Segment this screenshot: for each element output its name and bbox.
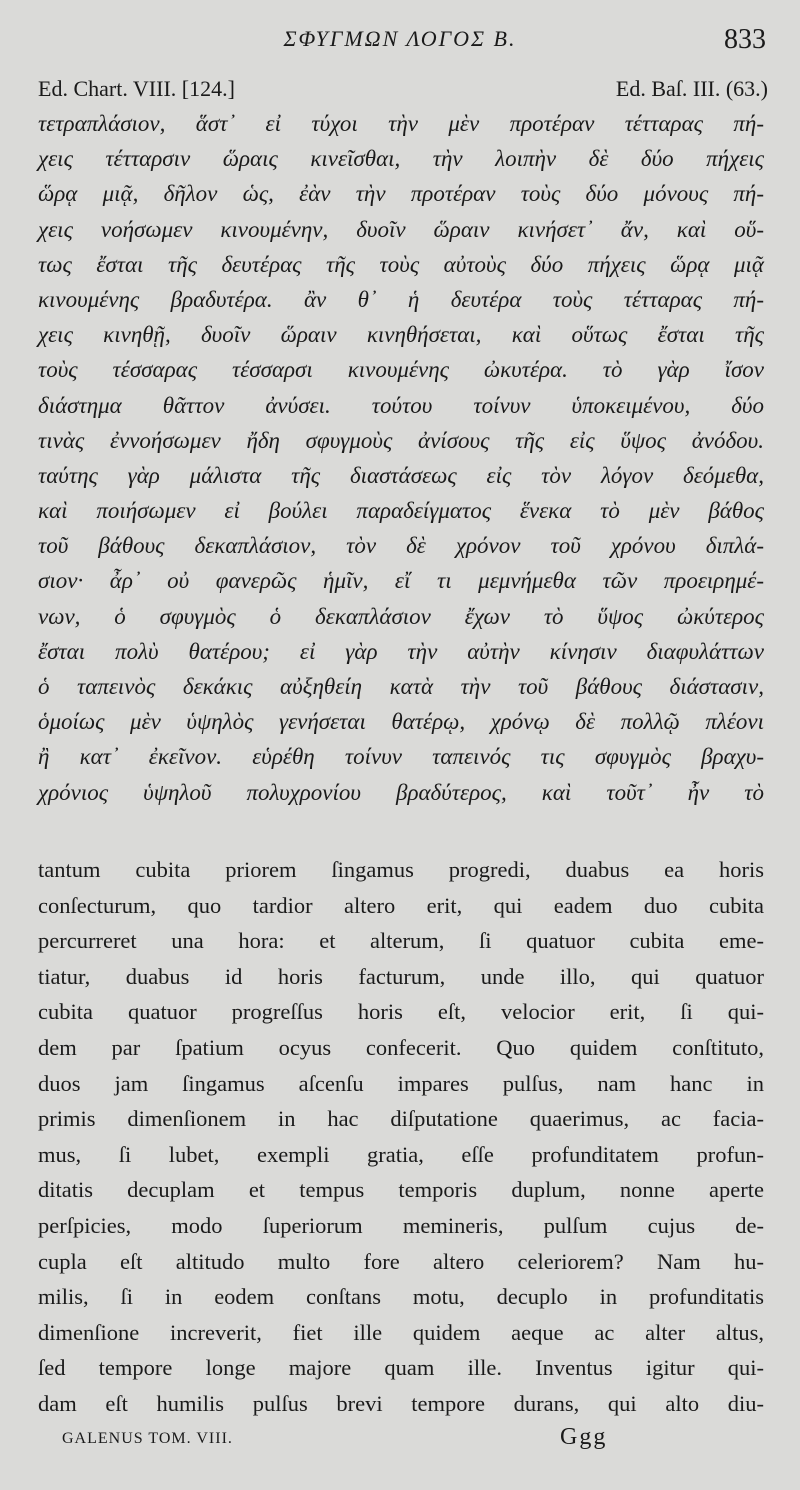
greek-text-line: ὁμοίως μὲν ὑψηλὸς γενήσεται θατέρῳ, χρόνῳ δὲ πολλῷ πλέονι xyxy=(38,709,764,735)
greek-text-line: διάστημα θᾶττον ἀνύσει. τούτου τοίνυν ὑποκειμένου, δύο xyxy=(38,392,764,418)
greek-text-line: χρόνιος ὑψηλοῦ πολυχρονίου βραδύτερος, καὶ τοῦτ᾽ ἦν τὸ xyxy=(38,779,764,805)
greek-text-line: τινὰς ἐννοήσωμεν ἤδη σφυγμοὺς ἀνίσους τῆς εἰς ὕψος ἀνόδου. xyxy=(38,427,764,453)
greek-text-line: κινουμένης βραδυτέρα. ἂν θ᾽ ἡ δευτέρα τοὺς τέτταρας πή- xyxy=(38,286,764,312)
latin-text-line: dem par ſpatium ocyus confecerit. Quo quidem conſtituto, xyxy=(38,1034,764,1060)
latin-text-line: primis dimenſionem in hac diſputatione quaerimus, ac facia- xyxy=(38,1106,764,1132)
greek-text-line: σιον· ἆρ᾽ οὐ φανερῶς ἡμῖν, εἴ τι μεμνήμεθα τῶν προειρημέ- xyxy=(38,568,764,594)
latin-text-line: tiatur, duabus id horis facturum, unde illo, qui quatuor xyxy=(38,963,764,989)
latin-text-line: perſpicies, modo ſuperiorum memineris, pulſum cujus de- xyxy=(38,1212,764,1238)
greek-text-line: ταύτης γὰρ μάλιστα τῆς διαστάσεως εἰς τὸν λόγον δεόμεθα, xyxy=(38,462,764,488)
greek-text-line: τετραπλάσιον, ἅστ᾽ εἰ τύχοι τὴν μὲν προτέραν τέτταρας πή- xyxy=(38,111,764,136)
edition-reference-right: Ed. Baſ. III. (63.) xyxy=(615,76,768,101)
latin-text-line: cupla eſt altitudo multo fore altero celeriorem? Nam hu- xyxy=(38,1248,764,1274)
latin-text-line: tantum cubita priorem ſingamus progredi, duabus ea horis xyxy=(38,857,764,882)
latin-text-line: ſed tempore longe majore quam ille. Inventus igitur qui- xyxy=(38,1355,764,1381)
greek-text-line: τοὺς τέσσαρας τέσσαρσι κινουμένης ὠκυτέρα. τὸ γὰρ ἴσον xyxy=(38,357,764,383)
greek-text-line: χεις νοήσωμεν κινουμένην, δυοῖν ὥραιν κινήσετ᾽ ἄν, καὶ οὕ- xyxy=(38,216,764,242)
greek-text-line: τοῦ βάθους δεκαπλάσιον, τὸν δὲ χρόνον τοῦ χρόνου διπλά- xyxy=(38,533,764,559)
greek-text-line: ὁ ταπεινὸς δεκάκις αὐξηθείη κατὰ τὴν τοῦ βάθους διάστασιν, xyxy=(38,674,764,699)
greek-text-block xyxy=(38,106,764,810)
latin-text-line: mus, ſi lubet, exempli gratia, eſſe profunditatem profun- xyxy=(38,1141,764,1167)
running-title: ΣΦΥΓΜΩΝ ΛΟΓΟΣ Β. xyxy=(283,26,517,51)
greek-text-line: ἢ κατ᾽ ἐκεῖνον. εὑρέθη τοίνυν ταπεινός τις σφυγμὸς βραχυ- xyxy=(38,744,764,770)
latin-text-line: ditatis decuplam et tempus temporis duplum, nonne aperte xyxy=(38,1177,764,1203)
greek-text-line: νων, ὁ σφυγμὸς ὁ δεκαπλάσιον ἔχων τὸ ὕψος ὠκύτερος xyxy=(38,603,764,629)
latin-text-line: dimenſione increverit, fiet ille quidem aeque ac alter altus, xyxy=(38,1319,764,1345)
latin-text-block xyxy=(38,852,764,1422)
greek-text-line: χεις τέτταρσιν ὥραις κινεῖσθαι, τὴν λοιπὴν δὲ δύο πήχεις xyxy=(38,146,764,172)
greek-text-line: χεις κινηθῇ, δυοῖν ὥραιν κινηθήσεται, καὶ οὕτως ἔσται τῆς xyxy=(38,322,764,348)
page-number: 833 xyxy=(724,24,766,55)
latin-text-line: conſecturum, quo tardior altero erit, qui eadem duo cubita xyxy=(38,892,764,918)
latin-text-line: percurreret una hora: et alterum, ſi quatuor cubita eme- xyxy=(38,928,764,954)
latin-text-line: milis, ſi in eodem conſtans motu, decuplo in profunditatis xyxy=(38,1284,764,1310)
edition-reference-left: Ed. Chart. VIII. [124.] xyxy=(38,76,235,101)
latin-text-line: cubita quatuor progreſſus horis eſt, velocior erit, ſi qui- xyxy=(38,999,764,1025)
latin-text-line: dam eſt humilis pulſus brevi tempore durans, qui alto diu- xyxy=(38,1390,764,1416)
latin-text-line: duos jam ſingamus aſcenſu impares pulſus, nam hanc in xyxy=(38,1070,764,1096)
greek-text-line: ἔσται πολὺ θατέρου; εἰ γὰρ τὴν αὐτὴν κίνησιν διαφυλάττων xyxy=(38,638,764,664)
greek-text-line: καὶ ποιήσωμεν εἰ βούλει παραδείγματος ἕνεκα τὸ μὲν βάθος xyxy=(38,498,764,524)
greek-text-line: ὥρᾳ μιᾷ, δῆλον ὡς, ἐὰν τὴν προτέραν τοὺς δύο μόνους πή- xyxy=(38,181,764,207)
volume-signature: GALENUS TOM. VIII. xyxy=(62,1430,233,1447)
gathering-mark: Ggg xyxy=(560,1424,608,1450)
greek-text-line: τως ἔσται τῆς δευτέρας τῆς τοὺς αὐτοὺς δύο πήχεις ὥρᾳ μιᾷ xyxy=(38,251,764,277)
